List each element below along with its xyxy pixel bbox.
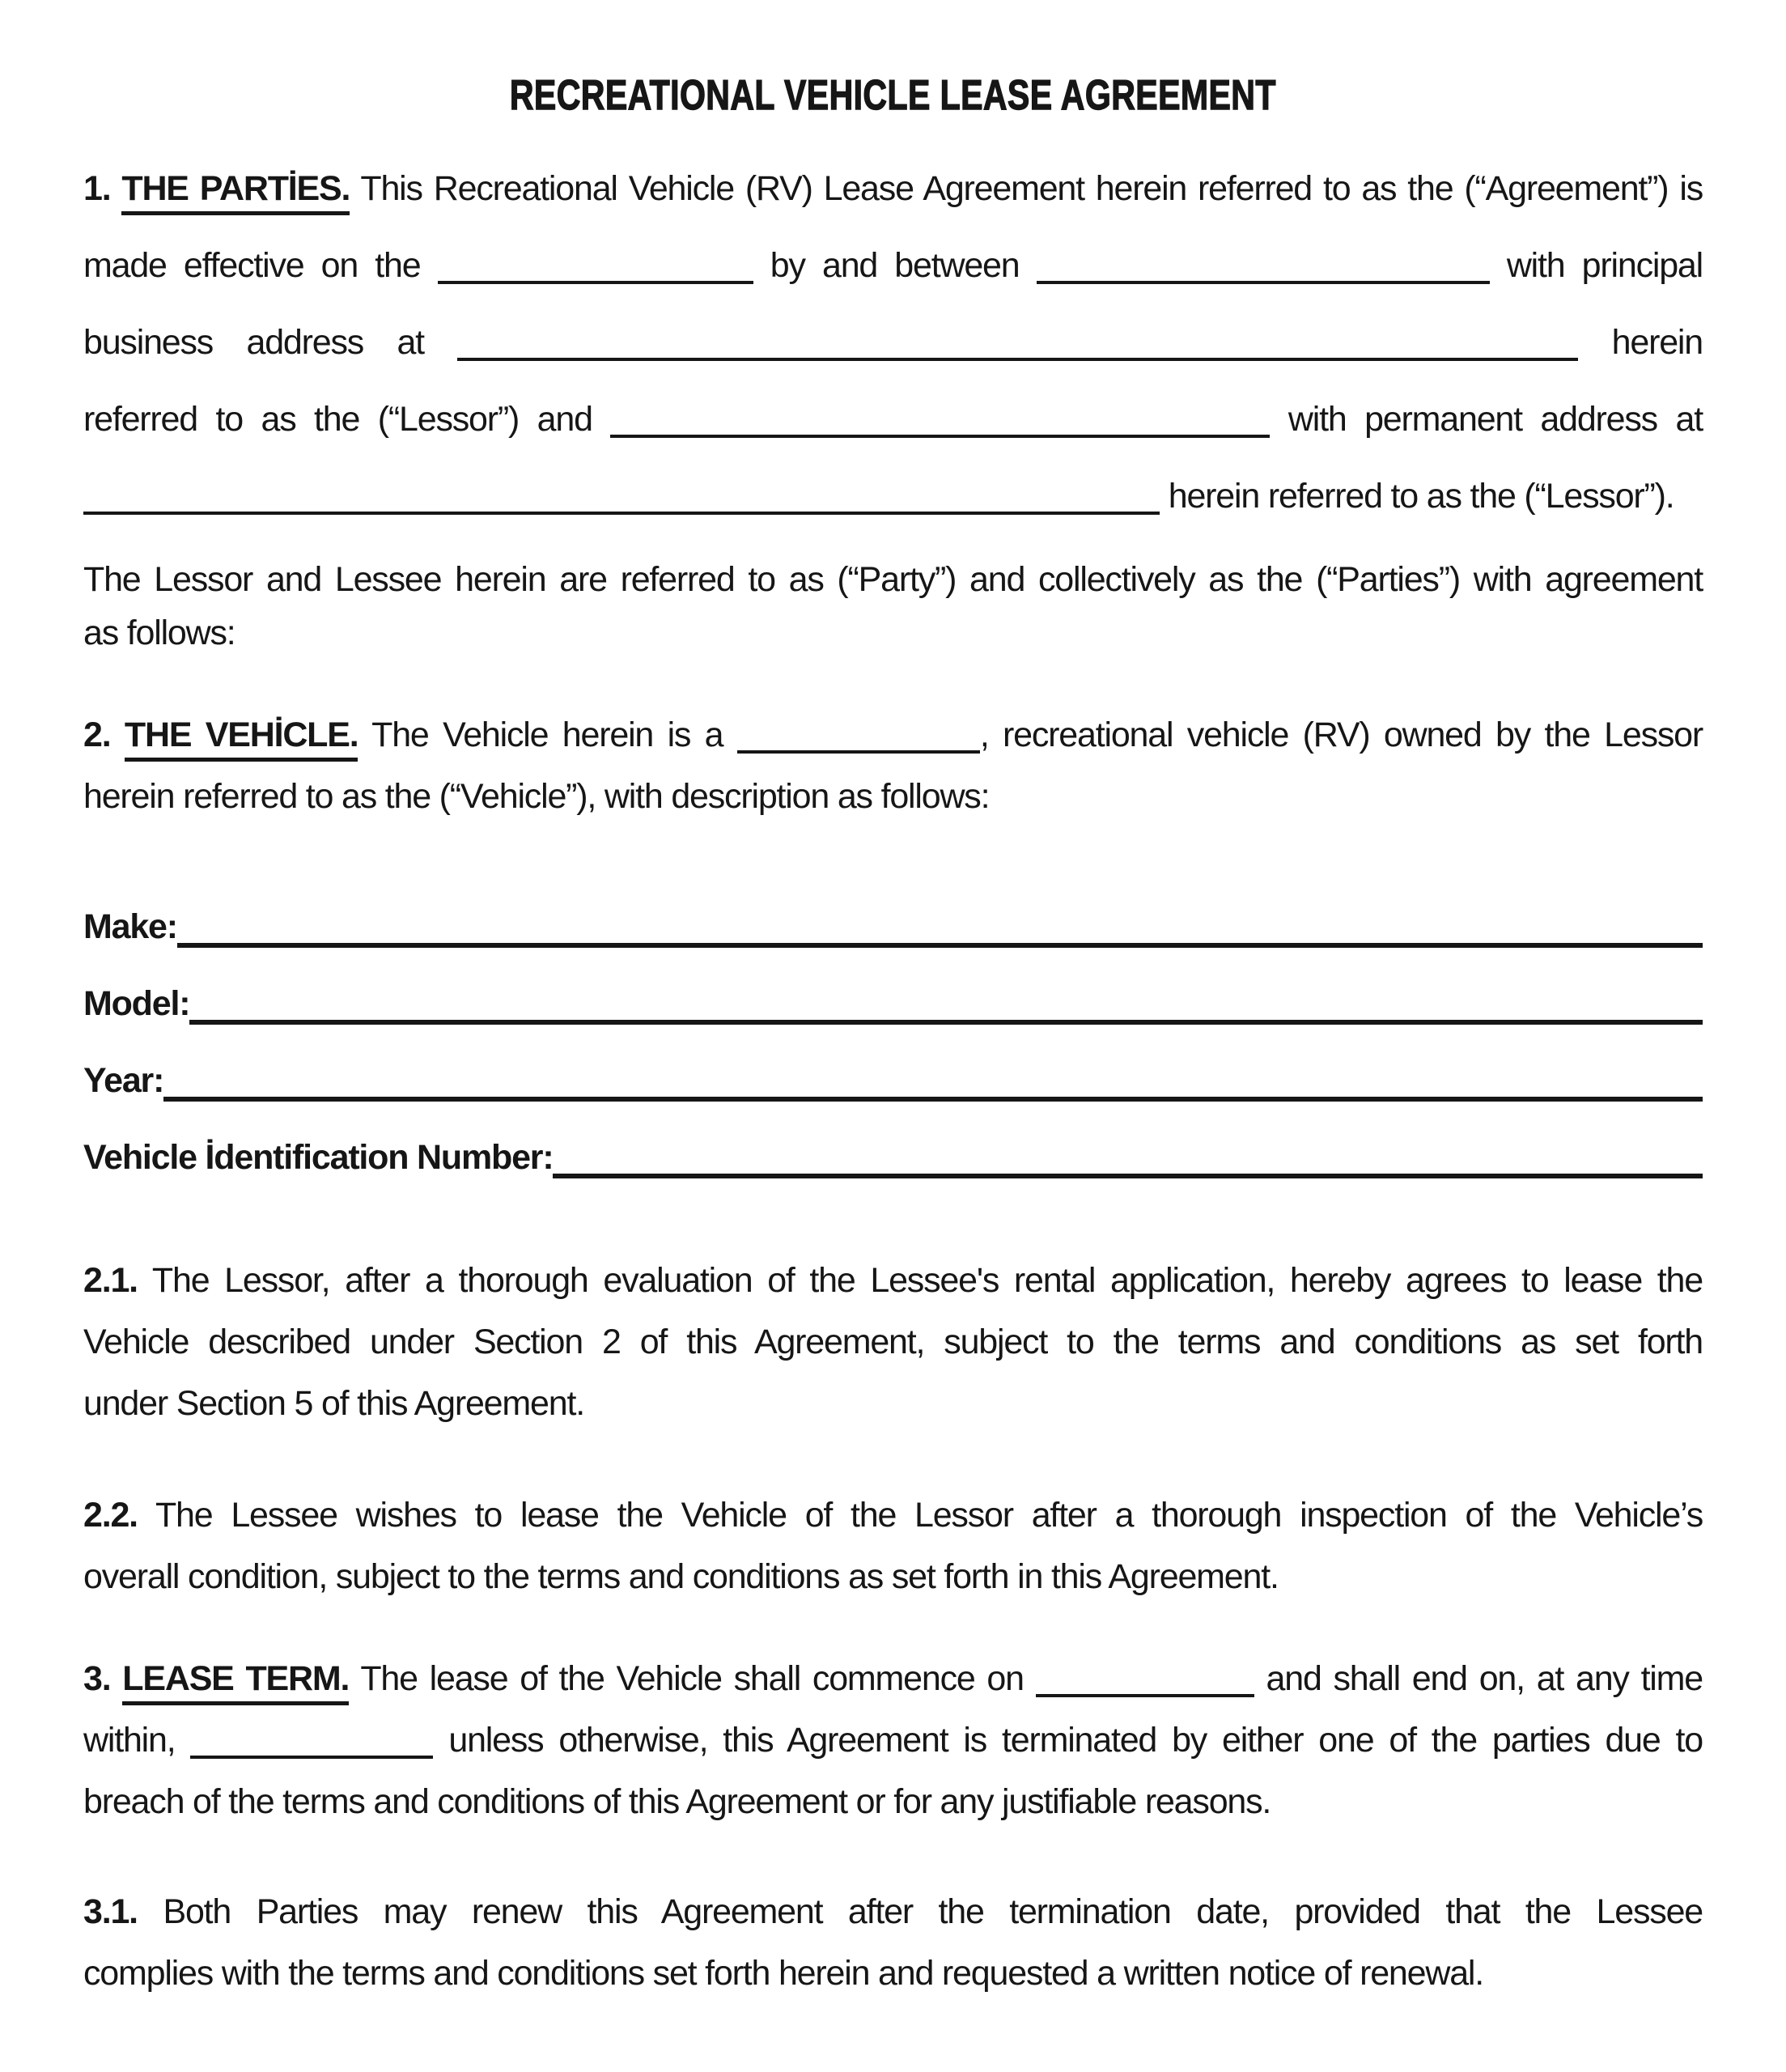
document-line [83,1709,1703,1771]
text-run: , recreational vehicle (RV) owned by the Lessor [979,715,1703,754]
paragraph-the-parties [83,151,1703,535]
text-run: complies with the terms and conditions set forth herein and requested a written notice of renewal. [83,1954,1484,1993]
fill-in-blank[interactable] [189,1020,1703,1025]
text-run: The Lessor, after a thorough evaluation of the Lessee's rental application, hereby agrees to lease the [137,1261,1703,1300]
text-run: unless otherwise, this Agreement is terminated by either one of the parties due to [433,1721,1703,1760]
text-run: Vehicle described under Section 2 of this Agreement, subject to the terms and conditions as set forth [83,1323,1703,1361]
document-title-text: RECREATIONAL VEHICLE LEASE AGREEMENT [510,72,1276,119]
text-run: overall condition, subject to the terms and conditions as set forth in this Agreement. [83,1557,1279,1596]
text-run: made effective on the [83,246,438,285]
text-run: breach of the terms and conditions of this Agreement or for any justifiable reasons. [83,1782,1271,1821]
fill-in-blank[interactable] [83,512,1160,515]
text-run: 1. [83,169,122,208]
document-line [83,889,1703,966]
text-run: with principal [1489,246,1703,285]
text-run: Model: [83,984,190,1023]
text-run: with permanent address at [1270,400,1703,439]
document-line [83,966,1703,1042]
text-run: and shall end on, at any time [1254,1659,1703,1698]
paragraph-lease-term [83,1648,1703,1832]
document-line [83,1484,1703,1546]
text-run: Both Parties may renew this Agreement after the termination date, provided that the Lessee [137,1892,1703,1931]
fill-in-blank[interactable] [1036,1694,1254,1697]
document-line [83,381,1703,458]
fill-in-blank[interactable] [553,1174,1703,1178]
section-heading: THE VEHİCLE. [125,715,358,762]
document-line [83,1373,1703,1434]
document-line [83,1250,1703,1311]
text-run: under Section 5 of this Agreement. [83,1384,584,1423]
paragraph-the-vehicle [83,704,1703,827]
text-run: as follows: [83,614,235,652]
fill-in-blank[interactable] [610,435,1270,438]
text-run: The Vehicle herein is a [358,715,737,754]
section-heading: LEASE TERM. [122,1659,349,1705]
text-run: business address at [83,323,458,362]
text-run: within, [83,1721,191,1760]
document-line [83,227,1703,304]
document-line [83,1119,1703,1196]
document-line [83,151,1703,227]
fill-in-blank[interactable] [163,1097,1703,1102]
text-run: 3. [83,1659,123,1698]
text-run: herein [1578,323,1703,362]
text-run: 3.1. [83,1892,138,1931]
document-line [83,304,1703,381]
text-run: herein referred to as the (“Vehicle”), with description as follows: [83,777,990,816]
vehicle-description-fields [83,889,1703,1196]
document-title [83,0,1703,118]
document-line [83,1311,1703,1373]
text-run: This Recreational Vehicle (RV) Lease Agreement herein referred to as the (“Agreement”) is [350,169,1703,208]
text-run: by and between [753,246,1037,285]
text-run: The lease of the Vehicle shall commence on [349,1659,1036,1698]
document-line [83,1648,1703,1709]
document-line [83,766,1703,827]
section-heading: THE PARTİES. [121,169,350,215]
document-line [83,1881,1703,1942]
document-line [83,458,1703,535]
paragraph-parties-definition [83,553,1703,660]
text-run: Make: [83,907,177,946]
paragraph-2-1 [83,1250,1703,1434]
document-line [83,1942,1703,2004]
text-run: 2.1. [83,1261,138,1300]
text-run: 2.2. [83,1496,138,1535]
paragraph-3-1 [83,1881,1703,2004]
document-line [83,1771,1703,1832]
fill-in-blank[interactable] [190,1756,433,1759]
text-run: 2. [83,715,125,754]
text-run: The Lessee wishes to lease the Vehicle of the Lessor after a thorough inspection of the Vehicle’s [137,1496,1703,1535]
fill-in-blank[interactable] [457,358,1578,361]
text-run: Vehicle İdentification Number: [83,1138,554,1177]
text-run: Year: [83,1061,164,1100]
document-line [83,1042,1703,1119]
fill-in-blank[interactable] [737,750,980,754]
text-run: herein referred to as the (“Lessor”). [1160,477,1674,516]
document-line [83,606,1703,660]
fill-in-blank[interactable] [177,943,1703,948]
paragraph-2-2 [83,1484,1703,1607]
fill-in-blank[interactable] [438,281,753,284]
document-line [83,1546,1703,1607]
fill-in-blank[interactable] [1037,281,1490,284]
document-line [83,704,1703,766]
document-line [83,553,1703,606]
text-run: The Lessor and Lessee herein are referred to as (“Party”) and collectively as the (“Parties”) with agreement [83,560,1703,599]
text-run: referred to as the (“Lessor”) and [83,400,611,439]
